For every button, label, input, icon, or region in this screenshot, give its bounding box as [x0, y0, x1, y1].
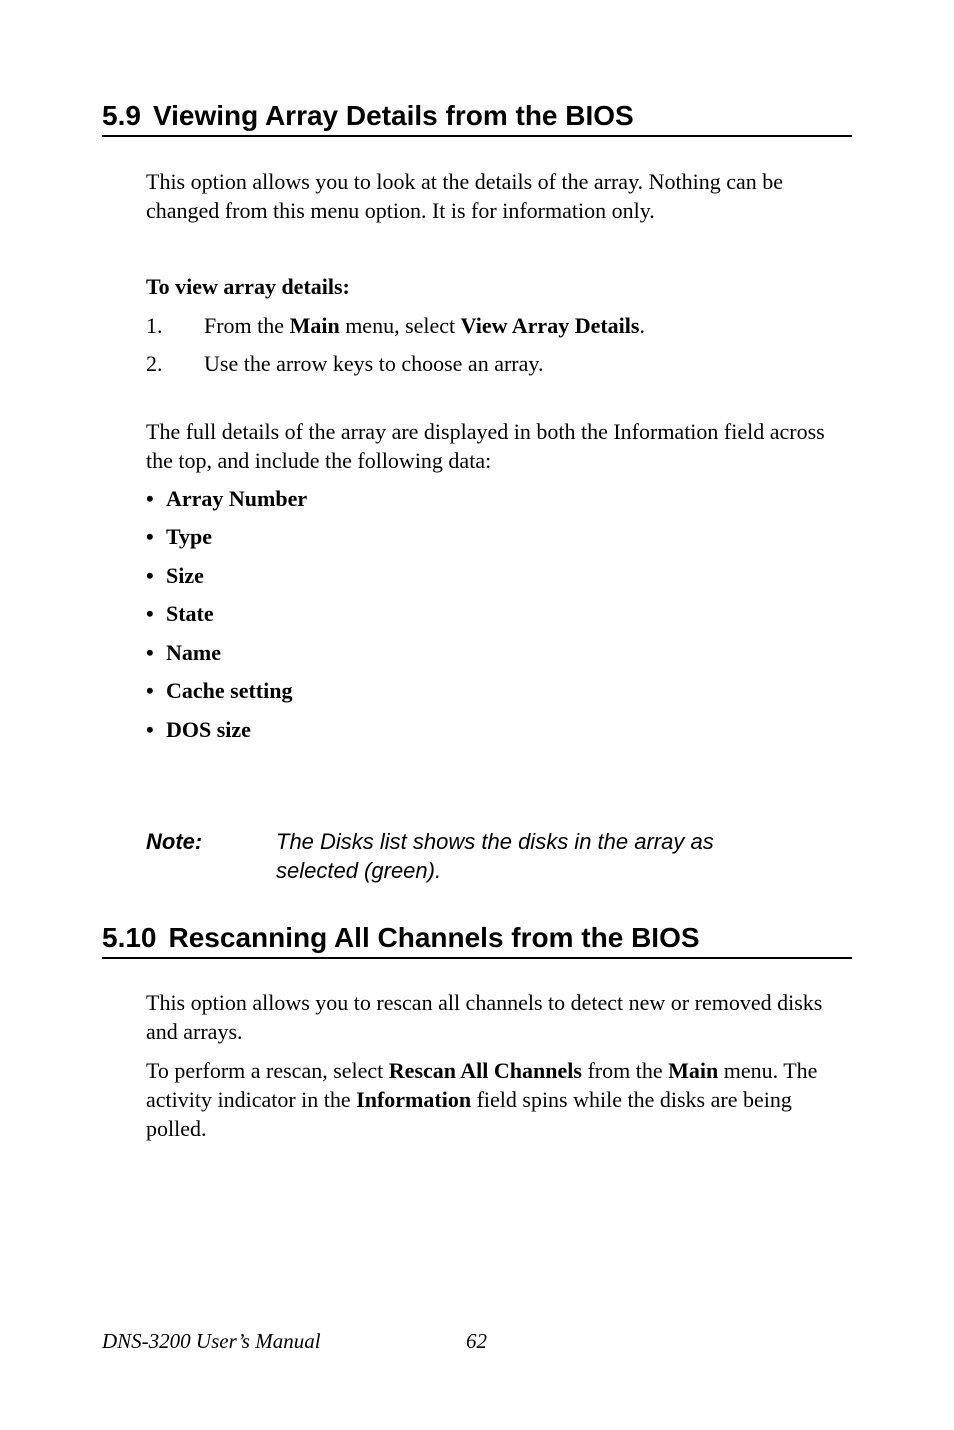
section-heading-5-9: [102, 99, 852, 137]
bullet-item: [146, 638, 221, 667]
menu-name-main: Main: [668, 1058, 719, 1083]
bullet-item: [146, 522, 212, 551]
bullet-item: [146, 484, 307, 513]
note-label: Note:: [146, 829, 203, 854]
bullet-label: Size: [166, 563, 204, 588]
step-text: Use the arrow keys to choose an array.: [204, 351, 544, 376]
bullet-glyph: •: [146, 640, 154, 665]
rescan-instructions-paragraph: To perform a rescan, select Rescan All Channels from the Main menu. The activity indicator in the Information field spins while the disks are being polled.: [146, 1058, 818, 1141]
bullet-glyph: •: [146, 563, 154, 588]
bullet-glyph: •: [146, 524, 154, 549]
bullet-glyph: •: [146, 486, 154, 511]
menu-name-main: Main: [289, 313, 340, 338]
details-intro-paragraph: The full details of the array are displayed in both the Information field across the top, and include the following data:: [146, 419, 825, 473]
step-number: 1.: [146, 313, 163, 338]
intro-paragraph: This option allows you to look at the details of the array. Nothing can be changed from this menu option. It is for information only.: [146, 169, 784, 223]
bullet-item: [146, 561, 204, 590]
section-title: Viewing Array Details from the BIOS: [152, 100, 634, 131]
menu-option-view-array-details: View Array Details: [460, 313, 640, 338]
bullet-label: State: [166, 601, 214, 626]
field-name-information: Information: [356, 1087, 472, 1112]
bullet-label: Name: [166, 640, 221, 665]
bullet-label: Cache setting: [166, 678, 293, 703]
section-heading-5-10: [102, 921, 852, 959]
bullet-label: Type: [166, 524, 213, 549]
bullet-label: Array Number: [166, 486, 308, 511]
bullet-item: [146, 715, 251, 744]
rescan-intro-paragraph: This option allows you to rescan all channels to detect new or removed disks and arrays.: [146, 990, 823, 1044]
section-number: 5.10: [102, 922, 157, 953]
note-text: The Disks list shows the disks in the array as selected (green).: [276, 829, 714, 883]
bullet-glyph: •: [146, 717, 154, 742]
bullet-item: [146, 599, 214, 628]
bullet-label: DOS size: [166, 717, 251, 742]
bullet-glyph: •: [146, 678, 154, 703]
bullet-glyph: •: [146, 601, 154, 626]
section-number: 5.9: [102, 100, 141, 131]
step-text: From the Main menu, select View Array Details.: [204, 313, 645, 338]
bullet-item: [146, 676, 292, 705]
footer-manual-title: DNS-3200 User’s Manual: [102, 1329, 321, 1353]
step-number: 2.: [146, 351, 163, 376]
section-title: Rescanning All Channels from the BIOS: [168, 922, 700, 953]
footer-page-number: 62: [466, 1329, 487, 1353]
procedure-title: To view array details:: [146, 274, 350, 299]
menu-option-rescan-all-channels: Rescan All Channels: [388, 1058, 582, 1083]
